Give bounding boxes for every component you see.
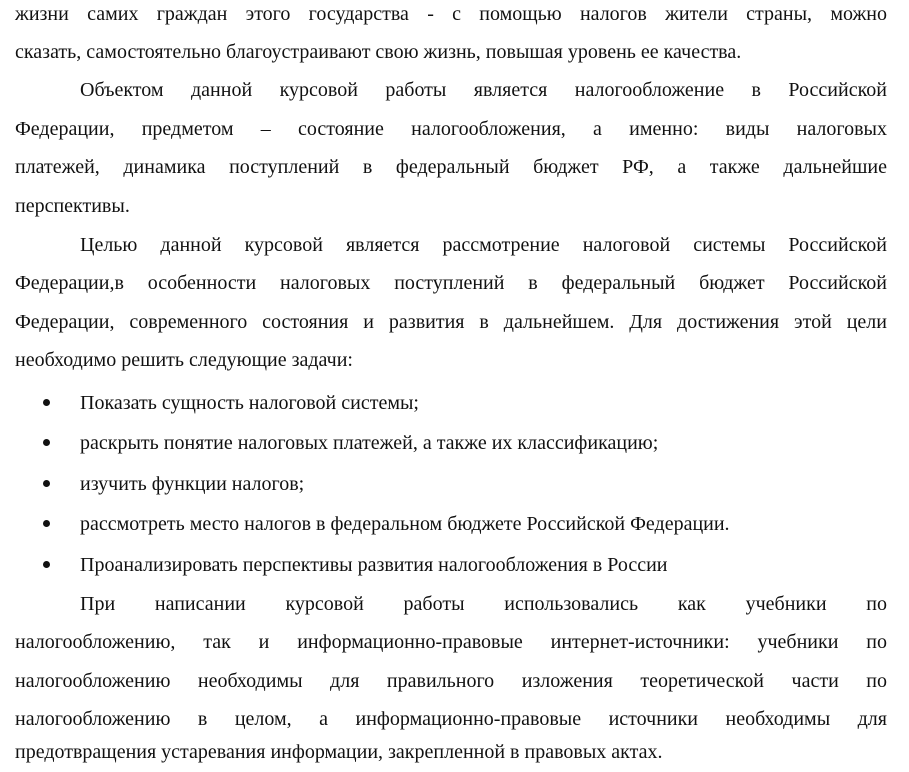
list-item-text: раскрыть понятие налоговых платежей, а также их классификацию;	[80, 432, 659, 454]
list-item-text: Показать сущность налоговой системы;	[80, 392, 419, 414]
bullet-icon	[43, 561, 50, 568]
bullet-icon	[43, 480, 50, 487]
bullet-icon	[43, 399, 50, 406]
list-item-text: Проанализировать перспективы развития налогообложения в России	[80, 554, 668, 576]
paragraph-line: Федерации, современного состояния и развития в дальнейшем. Для достижения этой цели	[15, 311, 887, 333]
paragraph-line: необходимо решить следующие задачи:	[15, 349, 353, 371]
paragraph-line: налогообложению, так и информационно-правовые интернет-источники: учебники по	[15, 631, 887, 653]
paragraph-line: Объектом данной курсовой работы является налогообложение в Российской	[80, 79, 887, 101]
paragraph-line: Целью данной курсовой является рассмотрение налоговой системы Российской	[80, 234, 887, 256]
bullet-icon	[43, 520, 50, 527]
paragraph-line: налогообложению необходимы для правильного изложения теоретической части по	[15, 670, 887, 692]
paragraph-line: платежей, динамика поступлений в федеральный бюджет РФ, а также дальнейшие	[15, 156, 887, 178]
paragraph-line: Федерации,в особенности налоговых поступлений в федеральный бюджет Российской	[15, 272, 887, 294]
paragraph-line: жизни самих граждан этого государства - с помощью налогов жители страны, можно	[15, 3, 887, 25]
paragraph-line: перспективы.	[15, 195, 130, 217]
bullet-icon	[43, 439, 50, 446]
paragraph-line: При написании курсовой работы использовались как учебники по	[80, 593, 887, 615]
paragraph-line: налогообложению в целом, а информационно-правовые источники необходимы для	[15, 708, 887, 730]
list-item-text: рассмотреть место налогов в федеральном бюджете Российской Федерации.	[80, 513, 730, 535]
list-item-text: изучить функции налогов;	[80, 473, 305, 495]
paragraph-line: Федерации, предметом – состояние налогообложения, а именно: виды налоговых	[15, 118, 887, 140]
paragraph-line: предотвращения устаревания информации, закрепленной в правовых актах.	[15, 741, 663, 763]
paragraph-line: сказать, самостоятельно благоустраивают свою жизнь, повышая уровень ее качества.	[15, 41, 742, 63]
